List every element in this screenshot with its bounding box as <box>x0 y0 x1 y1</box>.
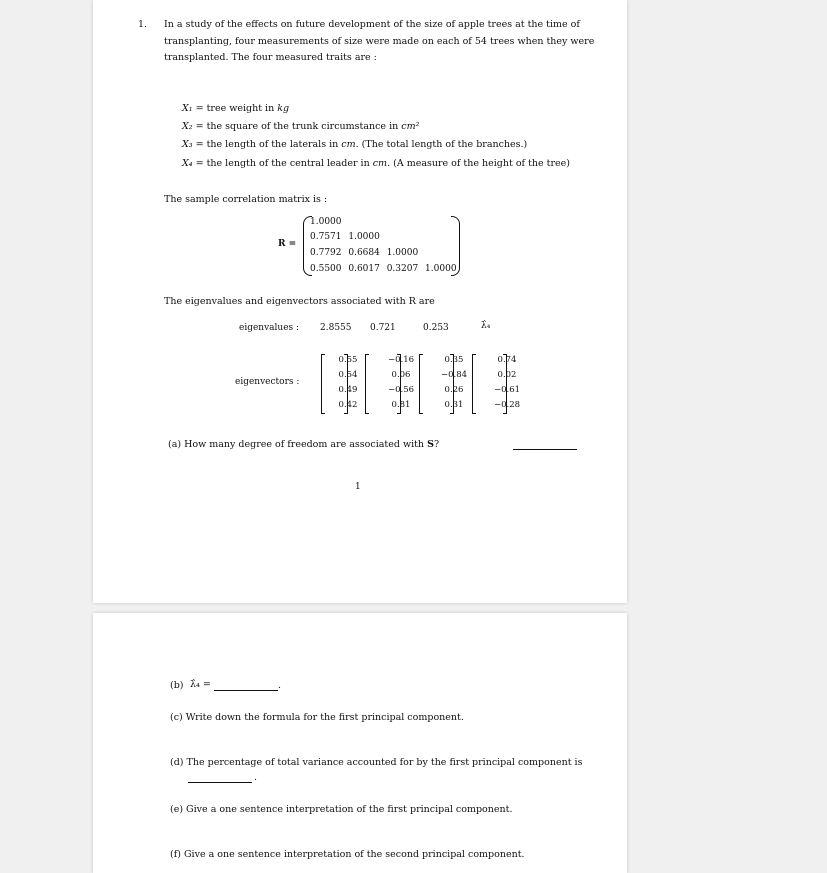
vector-cell: 0.31 <box>444 400 464 410</box>
intro-line-2: transplanting, four measurements of size were made on each of 54 trees when they were <box>164 36 595 47</box>
vector-cell: 0.49 <box>338 385 358 395</box>
vector-cell: −0.28 <box>493 400 521 410</box>
vector-cell: 0.06 <box>391 370 411 380</box>
vector-cell: −0.56 <box>387 385 415 395</box>
vector-cell: −0.84 <box>440 370 468 380</box>
intro-line-1: In a study of the effects on future development of the size of apple trees at the time of <box>164 19 580 30</box>
answer-blank-b[interactable] <box>214 690 278 691</box>
vector-cell: 0.26 <box>444 385 464 395</box>
intro-line-3: transplanted. The four measured traits are : <box>164 52 377 63</box>
part-d-end: . <box>254 772 258 783</box>
corr-row: 0.7792 0.6684 1.0000 <box>310 248 419 258</box>
vector-cell: 0.74 <box>497 355 517 365</box>
vector-cell: 0.42 <box>338 400 358 410</box>
trait-item: X₃ = the length of the laterals in cm. (The total length of the branches.) <box>182 139 528 150</box>
trait-item: X₂ = the square of the trunk circumstance in cm² <box>182 121 420 132</box>
vector-cell: −0.61 <box>493 385 521 395</box>
corr-row: 0.7571 1.0000 <box>310 232 380 242</box>
vector-cell: 0.35 <box>444 355 464 365</box>
eigenvector-3 <box>420 355 468 413</box>
part-c-question: (c) Write down the formula for the first principal component. <box>170 712 464 723</box>
vector-cell: −0.16 <box>387 355 415 365</box>
vector-cell: 0.55 <box>338 355 358 365</box>
page-1 <box>93 0 627 603</box>
eigenvector-4 <box>473 355 521 413</box>
part-b-symbol: λ̂₄ = <box>190 679 211 690</box>
part-e-question: (e) Give a one sentence interpretation of the first principal component. <box>170 804 513 815</box>
eigen-intro: The eigenvalues and eigenvectors associated with R are <box>164 296 435 307</box>
eigenvector-1 <box>322 355 358 413</box>
eigenvalue-1: 2.8555 <box>320 323 352 333</box>
part-a-question: (a) How many degree of freedom are associated with S? <box>168 439 440 450</box>
trait-item: X₄ = the length of the central leader in cm. (A measure of the height of the tree) <box>182 158 570 169</box>
vector-cell: 0.54 <box>338 370 358 380</box>
answer-blank-d[interactable] <box>188 782 252 783</box>
corr-matrix-label: R = <box>278 239 297 249</box>
part-b-end: . <box>278 680 282 691</box>
vector-cell: 0.81 <box>391 400 411 410</box>
eigenvectors-label: eigenvectors : <box>235 377 300 387</box>
eigenvalue-3: 0.253 <box>423 323 449 333</box>
eigenvector-2 <box>366 355 415 413</box>
corr-row: 0.5500 0.6017 0.3207 1.0000 <box>310 264 457 274</box>
part-d-question: (d) The percentage of total variance accounted for by the first principal component is <box>170 757 583 768</box>
corr-intro: The sample correlation matrix is : <box>164 194 328 205</box>
answer-blank-a[interactable] <box>513 449 577 450</box>
part-b-label: (b) <box>170 680 184 691</box>
eigenvalue-2: 0.721 <box>370 323 396 333</box>
part-f-question: (f) Give a one sentence interpretation of the second principal component. <box>170 849 525 860</box>
eigenvalues-label: eigenvalues : <box>239 323 300 333</box>
vector-cell: 0.02 <box>497 370 517 380</box>
trait-item: X₁ = tree weight in kg <box>182 103 290 114</box>
question-number: 1. <box>138 19 148 30</box>
page-2 <box>93 613 627 873</box>
corr-row: 1.0000 <box>310 217 342 227</box>
eigenvalue-4: λ̂₄ <box>481 321 491 331</box>
page-number: 1 <box>355 482 361 492</box>
